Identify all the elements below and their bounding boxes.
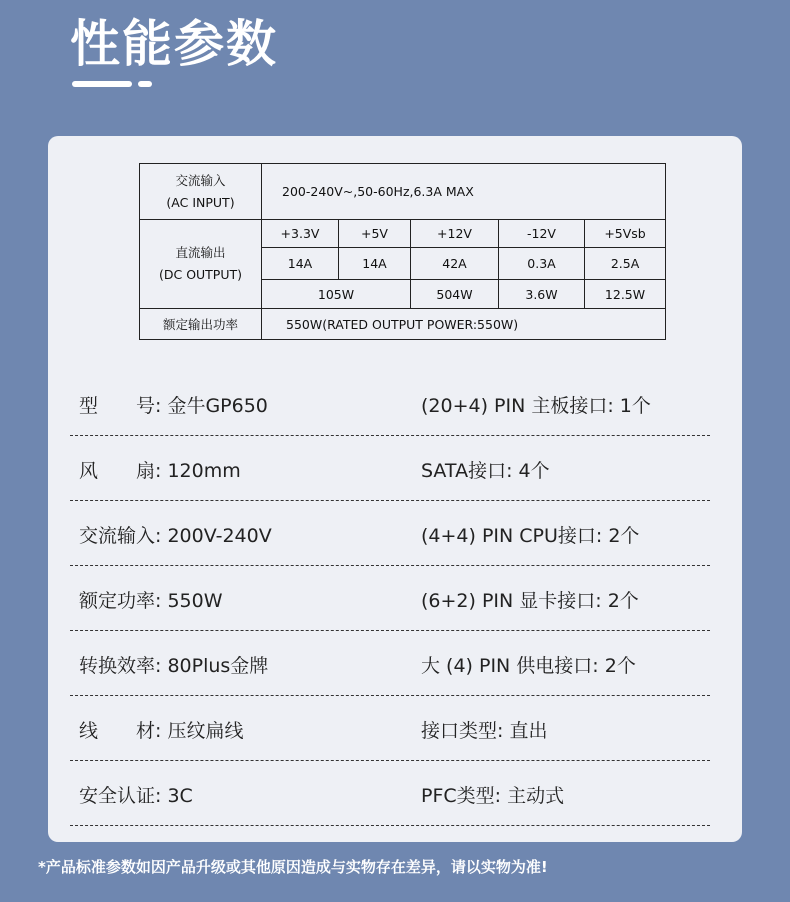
spec-table xyxy=(139,163,666,340)
power-cell: 12.5W xyxy=(585,280,666,309)
ac-input-header xyxy=(140,164,262,220)
rated-output-header: 额定输出功率 xyxy=(140,309,262,340)
ac-input-value: 200-240V~,50-60Hz,6.3A MAX xyxy=(262,164,666,220)
spec-row xyxy=(70,763,710,826)
spec-right: (6+2) PIN 显卡接口: 2个 xyxy=(421,590,639,612)
current-cell: 14A xyxy=(339,248,411,280)
spec-left: 风 扇: 120mm xyxy=(79,460,241,482)
spec-right: SATA接口: 4个 xyxy=(421,460,550,482)
spec-left: 转换效率: 80Plus金牌 xyxy=(79,655,269,677)
current-cell: 2.5A xyxy=(585,248,666,280)
spec-right: PFC类型: 主动式 xyxy=(421,785,565,807)
current-cell: 0.3A xyxy=(499,248,585,280)
rail-cell: +12V xyxy=(411,220,499,248)
rail-cell: +3.3V xyxy=(262,220,339,248)
spec-row xyxy=(70,373,710,436)
spec-row xyxy=(70,698,710,761)
title-underline-dot xyxy=(138,81,152,87)
spec-row xyxy=(70,438,710,501)
spec-left: 型 号: 金牛GP650 xyxy=(79,395,268,417)
ac-input-label-cn: 交流输入 xyxy=(175,172,226,188)
spec-right: (20+4) PIN 主板接口: 1个 xyxy=(421,395,651,417)
ac-input-label-en: (AC INPUT) xyxy=(166,194,235,210)
current-cell: 42A xyxy=(411,248,499,280)
spec-row xyxy=(70,633,710,696)
disclaimer-footnote: *产品标准参数如因产品升级或其他原因造成与实物存在差异，请以实物为准! xyxy=(38,858,548,876)
power-cell: 105W xyxy=(262,280,411,309)
spec-left: 安全认证: 3C xyxy=(79,785,193,807)
rail-cell: +5V xyxy=(339,220,411,248)
spec-right: (4+4) PIN CPU接口: 2个 xyxy=(421,525,640,547)
title-underline xyxy=(72,81,132,87)
dc-output-label-cn: 直流输出 xyxy=(175,245,226,260)
spec-list xyxy=(70,373,710,828)
spec-left: 线 材: 压纹扁线 xyxy=(79,720,244,742)
power-cell: 3.6W xyxy=(499,280,585,309)
page-title: 性能参数 xyxy=(70,15,278,73)
spec-left: 交流输入: 200V-240V xyxy=(79,525,272,547)
spec-row xyxy=(70,503,710,566)
power-cell: 504W xyxy=(411,280,499,309)
spec-left: 额定功率: 550W xyxy=(79,590,223,612)
rail-cell: -12V xyxy=(499,220,585,248)
dc-output-label-en: (DC OUTPUT) xyxy=(158,267,243,282)
spec-card xyxy=(48,136,742,842)
spec-right: 大 (4) PIN 供电接口: 2个 xyxy=(421,655,636,677)
rated-output-value: 550W(RATED OUTPUT POWER:550W) xyxy=(262,309,666,340)
dc-output-header xyxy=(140,220,262,309)
rail-cell: +5Vsb xyxy=(585,220,666,248)
current-cell: 14A xyxy=(262,248,339,280)
spec-right: 接口类型: 直出 xyxy=(421,720,548,742)
spec-row xyxy=(70,568,710,631)
